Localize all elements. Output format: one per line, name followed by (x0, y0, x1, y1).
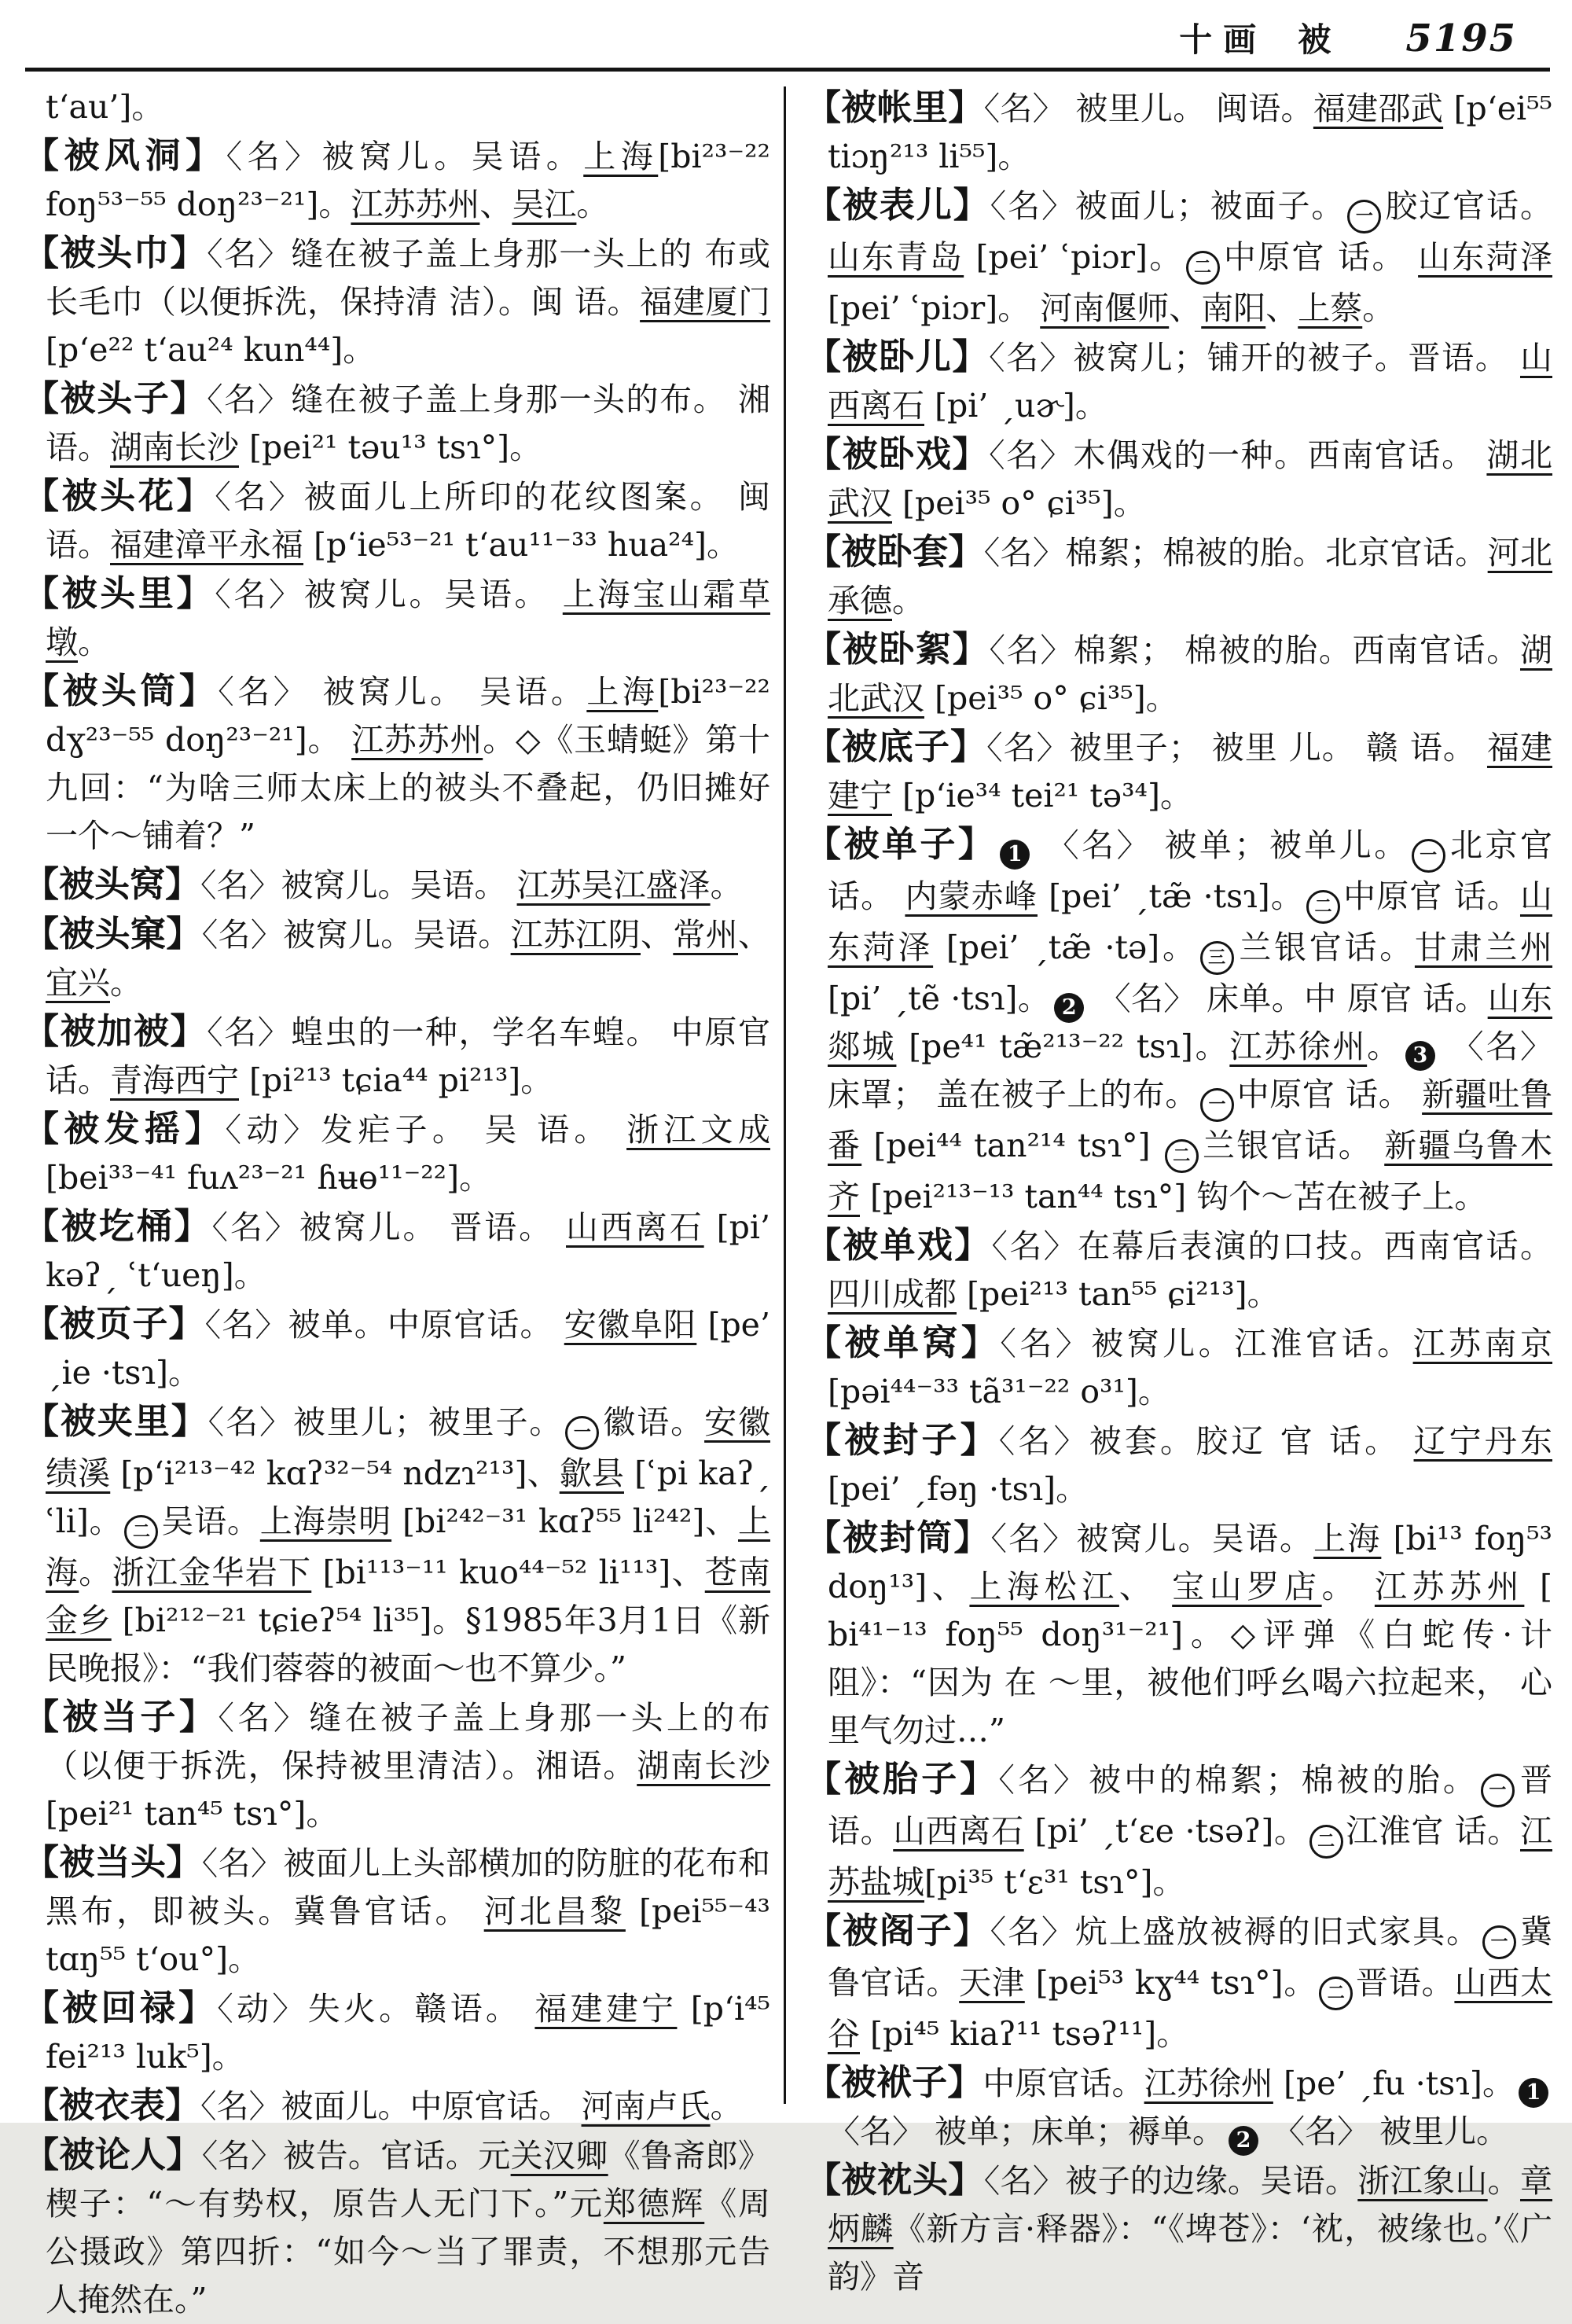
proper-name-underline: 郑德辉 (603, 2185, 705, 2223)
entry-body: 1 〈名〉 被单；被单儿。 一 北京官话。 内蒙赤峰 [pei’ ˏtæ̃ ·tsɿ]。 二 中原官 话。山东菏泽 [pei’ ˏtæ̃ ·tə]。 三 兰银官话。甘肃兰州 [pi’ ˏtẽ ·tsɿ]。 2 〈名〉 床单。中 原官 话。山东郯城 [pe⁴¹ tæ̃²¹³⁻²² tsɿ]。江苏徐州。 3 〈名〉 床罩； 盖在被子上的布。 一 中原官 话。 新疆吐鲁番 [pei⁴⁴ tan²¹⁴ tsɿ°] 二 兰银官话。 新疆乌鲁木齐 [pei²¹³⁻¹³ tan⁴⁴ tsɿ°] 钩个～苫在被子上。 (828, 826, 1553, 1215)
circled-two-marker: 二 (1186, 251, 1220, 285)
circled-one-marker: 一 (1412, 839, 1445, 873)
entry-body: 〈名〉被窝儿。吴语。 江苏吴江盛泽。 (200, 866, 743, 904)
proper-name-underline: 江苏吴江盛泽 (516, 866, 711, 904)
proper-name-underline: 山东青岛 (828, 238, 964, 276)
proper-name-underline: 湖南长沙 (110, 428, 239, 466)
proper-name-underline: 四川成都 (828, 1275, 957, 1313)
entry-headword: 【被夹里】 (24, 1400, 208, 1442)
proper-name-underline: 江苏苏州 (351, 186, 480, 223)
proper-name-underline: 浙江文成 (626, 1111, 770, 1149)
entry (806, 2156, 1552, 2301)
proper-name-underline: 浙江象山 (1357, 2162, 1488, 2200)
entry (24, 2131, 770, 2324)
proper-name-underline: 山西离石 (893, 1812, 1024, 1850)
proper-name-underline: 安徽绩溪 (46, 1403, 771, 1492)
proper-name-underline: 湖北武汉 (828, 631, 1552, 717)
entry-headword: 【被单窝】 (806, 1322, 1001, 1363)
proper-name-underline: 上海 (46, 1502, 770, 1591)
entry (24, 1202, 770, 1300)
sense-two-marker: 2 (1229, 2126, 1258, 2156)
proper-name-underline: 福建建宁 (534, 1990, 678, 2028)
proper-name-underline: 山西太谷 (828, 1964, 1552, 2053)
proper-name-underline: 吴江 (512, 186, 577, 223)
entry-headword: 【被加被】 (24, 1010, 208, 1052)
entry-headword: 【被头窠】 (24, 913, 202, 954)
proper-name-underline: 安徽阜阳 (564, 1306, 697, 1344)
page-header (0, 14, 1517, 61)
entry (806, 430, 1552, 528)
entry (806, 1221, 1552, 1318)
entry-body: t‘au’]。 (46, 88, 164, 126)
circled-two-marker: 二 (1319, 1977, 1353, 2010)
entry (24, 472, 770, 569)
entry (806, 1513, 1552, 1755)
entry-headword: 【被头子】 (24, 377, 208, 419)
proper-name-underline: 福建漳平永福 (110, 526, 303, 564)
entry (24, 229, 770, 374)
header-head-character: 被 (1298, 20, 1331, 59)
proper-name-underline: 内蒙赤峰 (905, 877, 1038, 915)
proper-name-underline: 江苏南京 (1412, 1325, 1553, 1362)
entry-body: 〈名〉蝗虫的一种，学名车蝗。 中原官话。青海西宁 [pi²¹³ tɕia⁴⁴ pi²¹³]。 (46, 1013, 770, 1099)
entry-body: 〈名〉在幕后表演的口技。西南官话。 四川成都 [pei²¹³ tan⁵⁵ ɕi²¹³]。 (828, 1227, 1552, 1313)
proper-name-underline: 山西离石 (566, 1208, 704, 1246)
entry-headword: 【被卧戏】 (806, 433, 990, 475)
entry-body: 〈名〉被窝儿。吴语。上海[bi²³⁻²² foŋ⁵³⁻⁵⁵ doŋ²³⁻²¹]。江苏苏州、吴江。 (46, 138, 770, 223)
proper-name-underline: 江苏苏州 (1374, 1568, 1525, 1605)
entry-headword: 【被帐里】 (806, 86, 984, 128)
entry-headword: 【被头花】 (24, 475, 215, 517)
entry-headword: 【被底子】 (806, 726, 987, 767)
entry-headword: 【被胎子】 (806, 1758, 999, 1800)
entry-headword: 【被衣表】 (24, 2084, 201, 2126)
entry-headword: 【被页子】 (24, 1303, 205, 1344)
proper-name-underline: 上海 (583, 138, 659, 175)
proper-name-underline: 河南卢氏 (581, 2087, 711, 2125)
proper-name-underline: 上海松江 (969, 1568, 1119, 1605)
proper-name-underline: 江苏徐州 (1229, 1028, 1368, 1065)
entry-headword: 【被风洞】 (24, 134, 226, 176)
entry-headword: 【被单戏】 (806, 1224, 992, 1266)
proper-name-underline: 江苏盐城 (828, 1812, 1552, 1901)
entry (806, 723, 1552, 820)
proper-name-underline: 浙江金华岩下 (112, 1554, 312, 1591)
entry (24, 2081, 770, 2131)
proper-name-underline: 关汉卿 (510, 2137, 608, 2175)
entry-body: 〈名〉被面儿。中原官话。 河南卢氏。 (200, 2087, 743, 2125)
entry-headword: 【被阁子】 (806, 1910, 990, 1951)
circled-two-marker: 二 (1165, 1139, 1199, 1173)
proper-name-underline: 苍南金乡 (46, 1554, 771, 1639)
entry (24, 1007, 770, 1105)
proper-name-underline: 湖南长沙 (637, 1747, 771, 1785)
proper-name-underline: 章炳麟 (828, 2162, 1553, 2248)
entry-headword: 【被衴头】 (806, 2159, 984, 2201)
entry-body: 〈名〉缝在被子盖上身那一头上的 布或长毛巾（以便拆洗，保持清 洁）。闽 语。福建厦门 [p‘e²² t‘au²⁴ kun⁴⁴]。 (46, 235, 770, 369)
entry-headword: 【被论人】 (24, 2134, 202, 2175)
entry-headword: 【被发摇】 (24, 1108, 226, 1149)
proper-name-underline: 河北昌黎 (483, 1892, 626, 1930)
entry-headword: 【被头巾】 (24, 232, 208, 274)
proper-name-underline: 新疆乌鲁木齐 (828, 1127, 1552, 1215)
entry-body: 〈名〉被窝儿。吴语。江苏江阴、常州、宜兴。 (46, 916, 771, 1002)
text-columns (24, 83, 1555, 2324)
entry (24, 1105, 770, 1202)
entry (24, 131, 770, 229)
entry-body: 〈名〉 被里儿。 闽语。福建邵武 [p‘ei⁵⁵ tiɔŋ²¹³ li⁵⁵]。 (828, 90, 1552, 175)
proper-name-underline: 宜兴 (46, 964, 110, 1002)
circled-one-marker: 一 (1200, 1088, 1234, 1122)
entry (24, 1300, 770, 1397)
entry-body: 〈名〉被单。中原官话。 安徽阜阳 [pe’ ˏie ·tsɿ]。 (46, 1306, 770, 1392)
proper-name-underline: 青海西宁 (110, 1061, 239, 1099)
circled-one-marker: 一 (1481, 1774, 1515, 1807)
entry-headword: 【被头窝】 (24, 863, 201, 905)
proper-name-underline: 江苏徐州 (1144, 2065, 1273, 2102)
entry-headword: 【被封筒】 (806, 1517, 991, 1558)
entry (24, 860, 770, 910)
circled-two-marker: 二 (1306, 890, 1340, 924)
entry-headword: 【被圪桶】 (24, 1205, 212, 1247)
entry (806, 1318, 1552, 1416)
entry-continuation (24, 83, 770, 131)
entry-headword: 【被封子】 (806, 1419, 999, 1461)
proper-name-underline: 常州 (673, 916, 739, 954)
column-divider (784, 86, 786, 2104)
entry-body: 〈名〉被套。胶辽 官 话。 辽宁丹东 [pei’ ˏfəŋ ·tsɿ]。 (828, 1422, 1552, 1508)
entry-headword: 【被回禄】 (24, 1987, 218, 2028)
entry-body: 〈名〉木偶戏的一种。西南官话。 湖北武汉 [pei³⁵ o° ɕi³⁵]。 (828, 436, 1553, 522)
entry (806, 625, 1552, 723)
entry-headword: 【被单子】 (806, 823, 997, 865)
proper-name-underline: 上蔡 (1298, 289, 1363, 327)
entry (24, 667, 770, 860)
sense-one-marker: 1 (1000, 840, 1030, 870)
proper-name-underline: 上海 (586, 673, 659, 711)
entry-body: 〈名〉被窝儿。吴语。 上海宝山霜草墩。 (46, 575, 770, 661)
entry (24, 1838, 770, 1984)
entry (24, 910, 770, 1007)
left-column (24, 83, 770, 2324)
proper-name-underline: 上海崇明 (259, 1502, 392, 1540)
proper-name-underline: 辽宁丹东 (1413, 1422, 1552, 1460)
entry (24, 374, 770, 472)
sense-two-marker: 2 (1054, 993, 1084, 1023)
entry (806, 2058, 1552, 2156)
proper-name-underline: 天津 (959, 1964, 1025, 2002)
proper-name-underline: 南阳 (1201, 289, 1266, 327)
entry-body: 〈动〉失火。赣语。 福建建宁 [p‘i⁴⁵ fei²¹³ luk⁵]。 (46, 1990, 770, 2076)
entry-headword: 【被当子】 (24, 1696, 219, 1737)
circled-one-marker: 一 (565, 1416, 599, 1450)
entry (806, 1416, 1552, 1513)
entry-headword: 【被袱子】 (806, 2061, 983, 2103)
entry (24, 1397, 770, 1693)
proper-name-underline: 江苏江阴 (510, 916, 641, 954)
entry-body: 〈名〉被窝儿；铺开的被子。晋语。 山西离石 [pi’ ˏuɚ]。 (828, 339, 1552, 425)
entry-headword: 【被卧儿】 (806, 336, 990, 377)
entry (806, 333, 1552, 430)
entry (806, 1907, 1552, 2058)
page-number: 5195 (1405, 17, 1517, 61)
entry-body: 〈名〉被窝儿。吴语。上海 [bi¹³ foŋ⁵³ doŋ¹³]、上海松江、 宝山罗店。 江苏苏州 [ bi⁴¹⁻¹³ foŋ⁵⁵ doŋ³¹⁻²¹]。◇评弹《白蛇传·计阻》：“因为 在 ～里，被他们呼幺喝六拉起来， 心里气勿过…” (828, 1520, 1553, 1749)
proper-name-underline: 上海宝山霜草墩 (46, 575, 770, 661)
proper-name-underline: 宝山罗店 (1172, 1568, 1322, 1605)
circled-two-marker: 二 (124, 1515, 158, 1549)
entry (24, 1984, 770, 2081)
entry-headword: 【被卧絮】 (806, 628, 990, 670)
right-column (806, 83, 1552, 2324)
circled-three-marker: 三 (1200, 941, 1234, 975)
proper-name-underline: 山东菏泽 (1418, 238, 1552, 276)
entry-body: 〈名〉 被窝儿。 吴语。上海[bi²³⁻²² dɣ²³⁻⁵⁵ doŋ²³⁻²¹]。 江苏苏州。◇《玉蜻蜓》第十九回：“为啥三师太床上的被头不叠起，仍旧摊好一个～铺着？” (46, 673, 771, 855)
entry (806, 528, 1552, 625)
proper-name-underline: 新疆吐鲁番 (828, 1076, 1553, 1164)
circled-two-marker: 二 (1309, 1825, 1343, 1859)
proper-name-underline: 福建厦门 (640, 283, 770, 321)
entry-body: 〈名〉棉絮； 棉被的胎。西南官话。湖北武汉 [pei³⁵ o° ɕi³⁵]。 (828, 631, 1552, 717)
entry-body: 〈名〉被面儿上头部横加的防脏的花布和黑布，即被头。冀鲁官话。 河北昌黎 [pei⁵⁵⁻⁴³ tɑŋ⁵⁵ t‘ou°]。 (46, 1844, 770, 1978)
proper-name-underline: 上海 (1313, 1520, 1382, 1557)
proper-name-underline: 湖北武汉 (828, 436, 1553, 522)
proper-name-underline: 河北承德 (828, 534, 1552, 620)
entry (806, 83, 1552, 181)
sense-one-marker: 1 (1519, 2078, 1548, 2108)
proper-name-underline: 甘肃兰州 (1414, 928, 1553, 966)
entry-body: 〈名〉棉絮；棉被的胎。北京官话。河北承德。 (828, 534, 1552, 620)
entry-body: 〈名〉缝在被子盖上身那一头上的布 （以便于拆洗，保持被里清洁）。湘语。湖南长沙 [pei²¹ tan⁴⁵ tsɿ°]。 (46, 1699, 771, 1833)
entry-body: 〈名〉被告。官话。元关汉卿《鲁斋郎》楔子：“～有势权，原告人无门下。”元郑德辉《周公摄政》第四折：“如今～当了罪责，不想那元告人掩然在。” (46, 2137, 771, 2318)
circled-one-marker: 一 (1347, 200, 1381, 234)
entry-body: 〈名〉被里儿；被里子。 一 徽语。安徽绩溪 [p‘i²¹³⁻⁴² kɑʔ³²⁻⁵⁴ ndzɿ²¹³]、歙县 [ʿpi kaʔˏ ʿli]。 二 吴语。上海崇明 [bi²⁴²⁻³¹ kɑʔ⁵⁵ li²⁴²]、上海。浙江金华岩下 [bi¹¹³⁻¹¹ kuo⁴⁴⁻⁵² li¹¹³]、苍南金乡 [bi²¹²⁻²¹ tɕieʔ⁵⁴ li³⁵]。§1985年3月1日《新民晚报》：“我们蓉蓉的被面～也不算少。” (46, 1403, 771, 1687)
proper-name-underline: 山西离石 (828, 339, 1552, 425)
proper-name-underline: 山东菏泽 (828, 877, 1552, 966)
proper-name-underline: 福建邵武 (1313, 90, 1444, 127)
entry-body: 〈动〉发疟子。 吴 语。 浙江文成 [bei³³⁻⁴¹ fuʌ²³⁻²¹ ɦʉɵ¹¹⁻²²]。 (46, 1111, 770, 1197)
entry (806, 820, 1552, 1221)
entry (806, 181, 1552, 333)
entry (24, 569, 770, 667)
entry (806, 1755, 1552, 1907)
entry-headword: 【被卧套】 (806, 531, 984, 572)
entry (24, 1693, 770, 1838)
entry-body: 〈名〉被窝儿。 晋语。 山西离石 [pi’ kəʔˏ ʿt‘ueŋ]。 (46, 1208, 770, 1294)
entry-body: 〈名〉炕上盛放被褥的旧式家具。 一 冀 鲁官话。天津 [pei⁵³ kɣ⁴⁴ tsɿ°]。 二 晋语。山西太谷 [pi⁴⁵ kiaʔ¹¹ tsəʔ¹¹]。 (828, 1913, 1552, 2053)
entry-body: 〈名〉被子的边缘。吴语。浙江象山。章炳麟《新方言·释器》：“《埤苍》：‘衴，被缘也。’《广韵》音 (828, 2162, 1553, 2296)
entry-body: 〈名〉被里子； 被里 儿。 赣 语。 福建建宁 [p‘ie³⁴ tei²¹ tə³⁴]。 (828, 729, 1552, 815)
proper-name-underline: 江苏苏州 (351, 721, 483, 759)
proper-name-underline: 山东郯城 (828, 980, 1553, 1065)
proper-name-underline: 河南偃师 (1040, 289, 1170, 327)
entry-headword: 【被当头】 (24, 1841, 202, 1883)
entry-body: 〈名〉被面儿上所印的花纹图案。 闽语。福建漳平永福 [p‘ie⁵³⁻²¹ t‘au¹¹⁻³³ hua²⁴]。 (46, 478, 770, 564)
entry-body: 〈名〉被面儿；被面子。 一 胶辽官话。 山东青岛 [pei’ ʿpiɔr]。 二 中原官 话。 山东菏泽 [pei’ ʿpiɔr]。 河南偃师、南阳、上蔡。 (828, 187, 1552, 327)
entry-headword: 【被表儿】 (806, 184, 990, 226)
entry-body: 〈名〉被中的棉絮；棉被的胎。 一 晋语。山西离石 [pi’ ˏt‘ɛe ·tsəʔ]。 二 江淮官 话。江苏盐城[pi³⁵ t‘ɛ³¹ tsɿ°]。 (828, 1761, 1552, 1901)
entry-body: 〈名〉被窝儿。江淮官话。江苏南京[pəi⁴⁴⁻³³ tã³¹⁻²² o³¹]。 (828, 1325, 1553, 1410)
entry-body: 〈名〉缝在被子盖上身那一头的布。 湘语。湖南长沙 [pei²¹ təu¹³ tsɿ°]。 (46, 381, 770, 466)
proper-name-underline: 福建建宁 (828, 729, 1552, 815)
header-stroke-section: 十画 (1179, 20, 1268, 59)
proper-name-underline: 歙县 (559, 1454, 624, 1492)
entry-headword: 【被头里】 (24, 572, 215, 614)
sense-three-marker: 3 (1405, 1041, 1435, 1071)
entry-body: 中原官话。江苏徐州 [pe’ ˏfu ·tsɿ]。 1 〈名〉 被单；床单；褥单。 2 〈名〉 被里儿。 (828, 2065, 1552, 2150)
header-rule (25, 68, 1550, 72)
entry-headword: 【被头筒】 (24, 670, 219, 712)
circled-one-marker: 一 (1482, 1925, 1516, 1959)
